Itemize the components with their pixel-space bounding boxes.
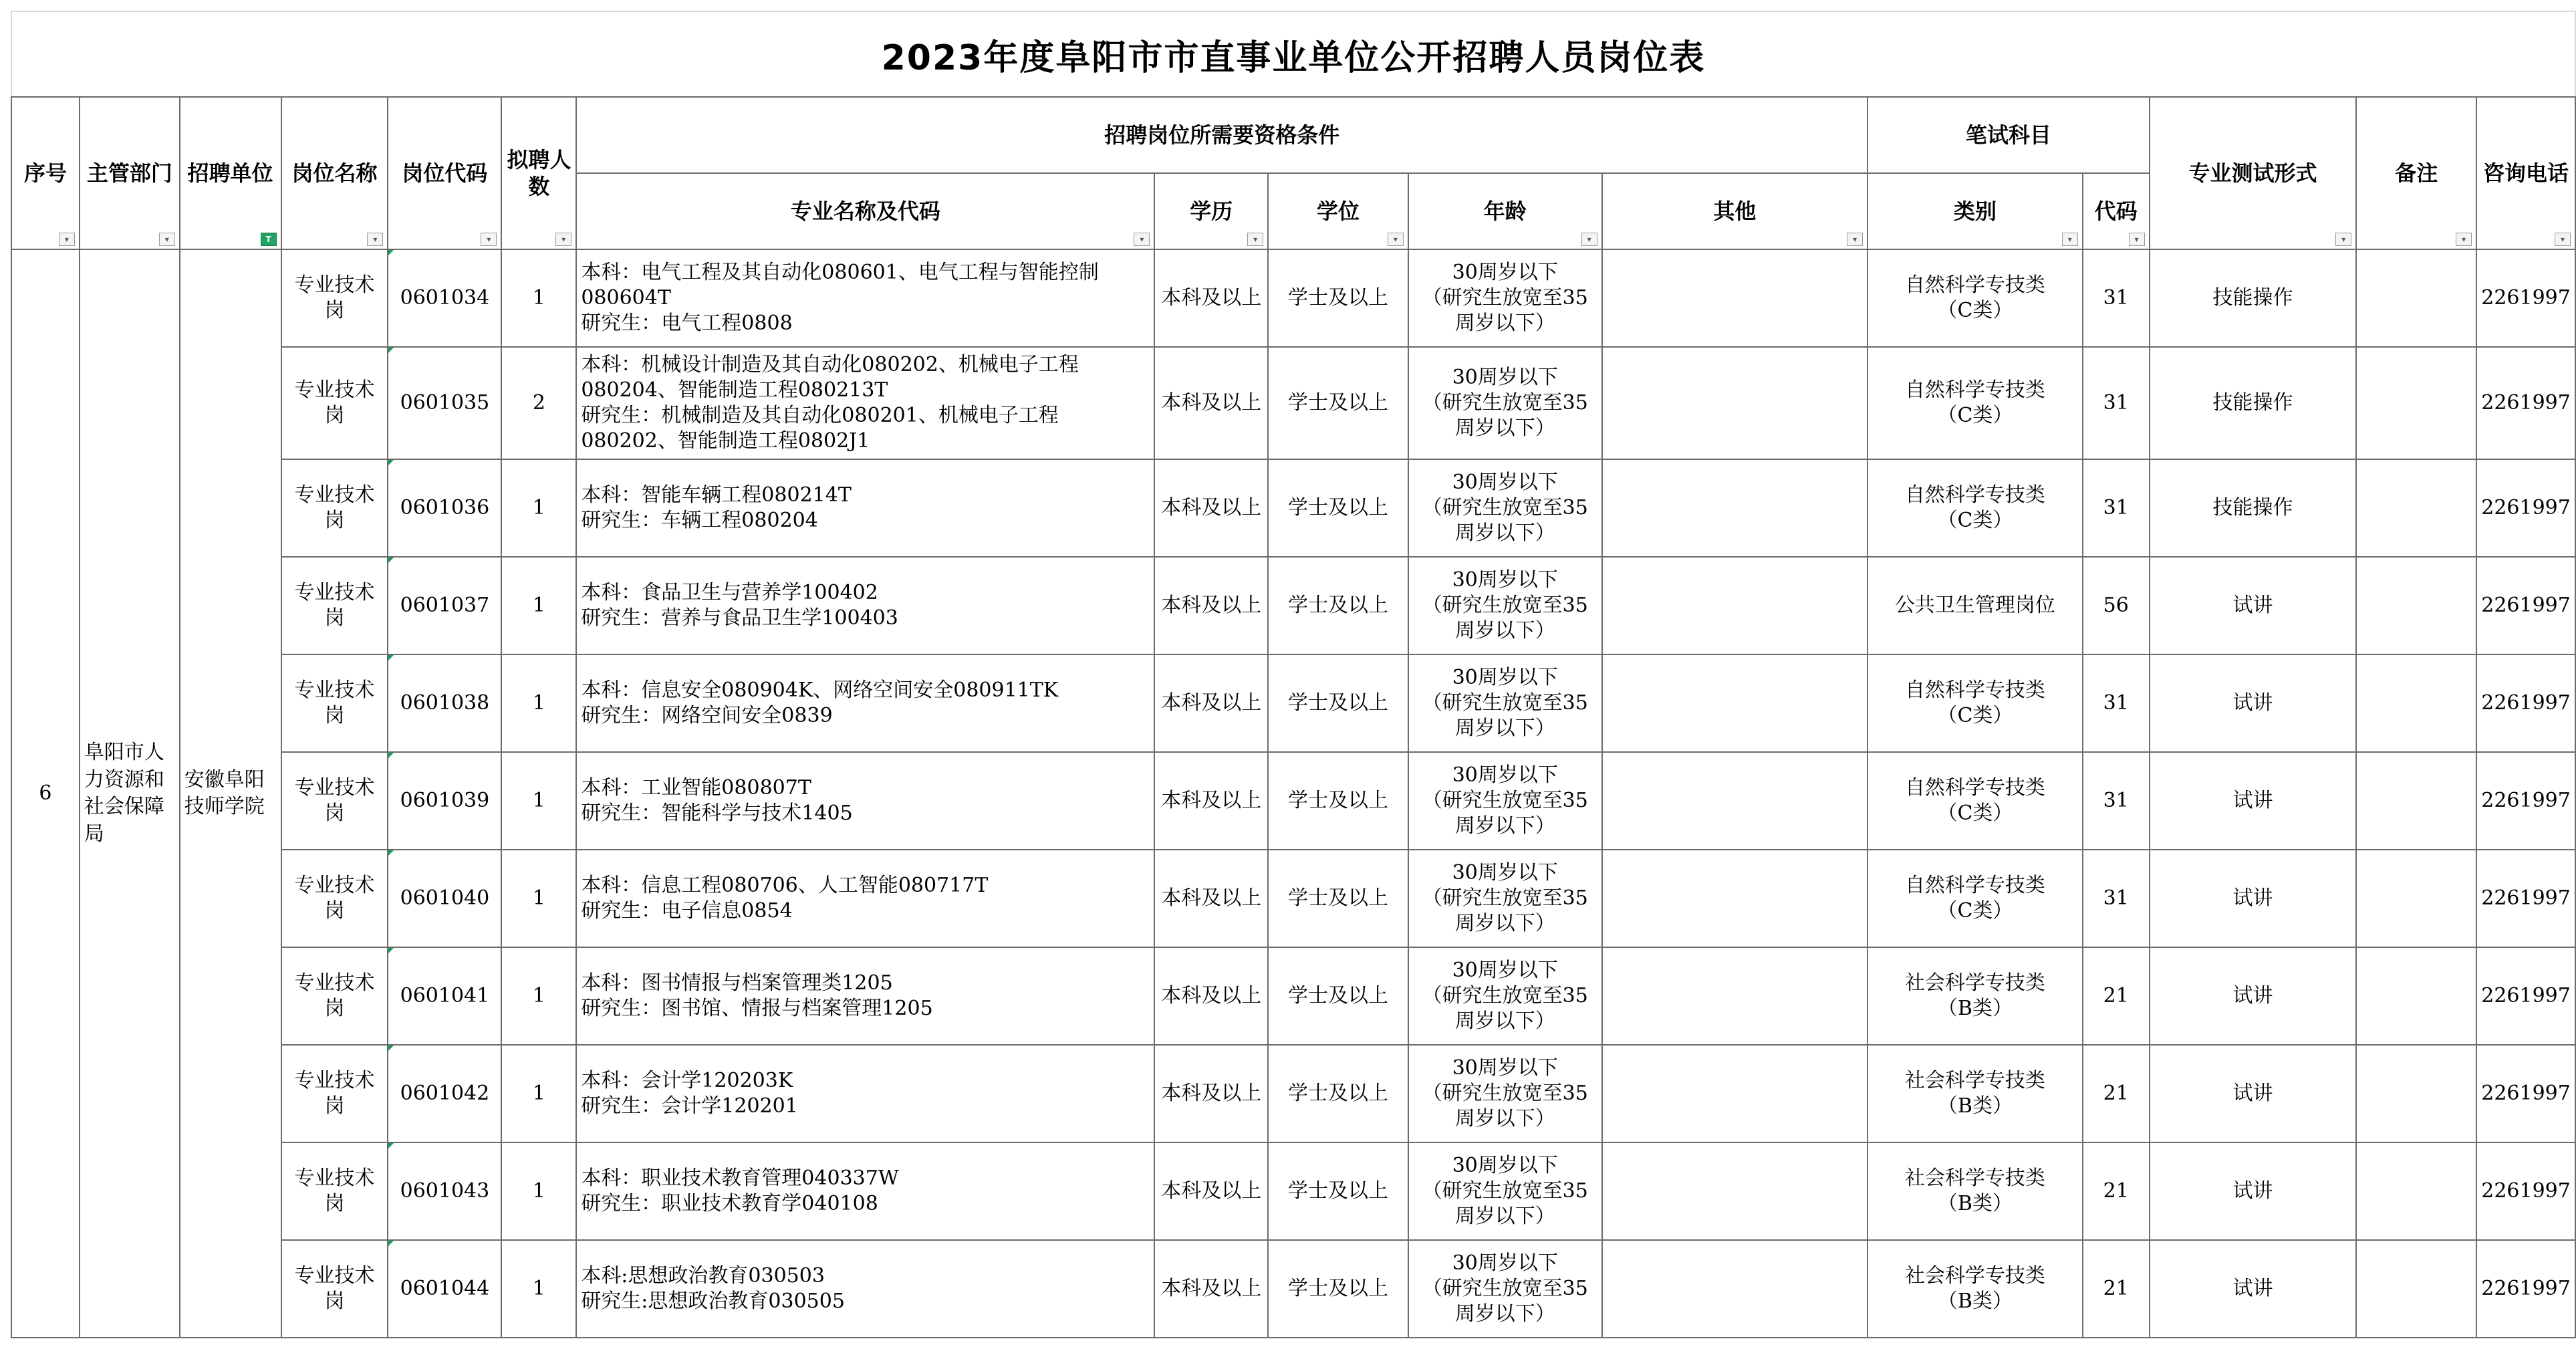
cell-age[interactable]: 30周岁以下 （研究生放宽至35周岁以下） <box>1408 947 1602 1045</box>
cell-phone[interactable]: 2261997 <box>2476 1142 2575 1240</box>
cell-age[interactable]: 30周岁以下 （研究生放宽至35周岁以下） <box>1408 249 1602 347</box>
cell-count[interactable]: 1 <box>501 1045 576 1142</box>
group-seq[interactable]: 6 <box>11 249 80 1338</box>
cell-exam-code[interactable]: 31 <box>2083 459 2150 557</box>
header-other[interactable] <box>1602 173 1868 249</box>
cell-code[interactable]: 0601043 <box>388 1142 501 1240</box>
cell-test[interactable]: 试讲 <box>2150 947 2357 1045</box>
cell-edu[interactable]: 本科及以上 <box>1154 249 1268 347</box>
filter-dropdown-icon[interactable]: ▾ <box>2335 233 2351 246</box>
cell-mark-icon <box>388 753 394 758</box>
cell-degree[interactable]: 学士及以上 <box>1268 347 1408 459</box>
header-qualifications: 招聘岗位所需要资格条件 <box>576 97 1867 173</box>
cell-degree[interactable]: 学士及以上 <box>1268 557 1408 654</box>
cell-code[interactable]: 0601038 <box>388 654 501 752</box>
cell-phone[interactable]: 2261997 <box>2476 1240 2575 1338</box>
cell-age[interactable]: 30周岁以下 （研究生放宽至35周岁以下） <box>1408 347 1602 459</box>
cell-code[interactable]: 0601034 <box>388 249 501 347</box>
header-label: 学历 <box>1190 199 1233 224</box>
cell-phone[interactable]: 2261997 <box>2476 947 2575 1045</box>
cell-edu[interactable]: 本科及以上 <box>1154 347 1268 459</box>
cell-mark-icon <box>388 250 394 255</box>
cell-exam-type[interactable]: 社会科学专技类 （B类） <box>1867 1240 2083 1338</box>
cell-exam-type[interactable]: 社会科学专技类 （B类） <box>1867 1142 2083 1240</box>
cell-exam-type[interactable]: 自然科学专技类 （C类） <box>1867 249 2083 347</box>
cell-test[interactable]: 试讲 <box>2150 557 2357 654</box>
table-row <box>11 1240 2575 1338</box>
header-age[interactable] <box>1408 173 1602 249</box>
header-label: 咨询电话 <box>2483 160 2569 186</box>
cell-age[interactable]: 30周岁以下 （研究生放宽至35周岁以下） <box>1408 850 1602 947</box>
cell-remark[interactable] <box>2356 654 2476 752</box>
table-row <box>11 752 2575 850</box>
cell-exam-type[interactable]: 公共卫生管理岗位 <box>1867 557 2083 654</box>
cell-count[interactable]: 1 <box>501 1142 576 1240</box>
cell-count[interactable]: 2 <box>501 347 576 459</box>
header-label: 招聘单位 <box>187 160 273 186</box>
cell-exam-type[interactable]: 自然科学专技类 （C类） <box>1867 850 2083 947</box>
header-label: 序号 <box>23 160 67 186</box>
cell-remark[interactable] <box>2356 752 2476 850</box>
filter-dropdown-icon[interactable]: ▾ <box>1247 233 1263 246</box>
cell-major[interactable]: 本科：图书情报与档案管理类1205 研究生：图书馆、情报与档案管理1205 <box>576 947 1154 1045</box>
cell-other[interactable] <box>1602 347 1868 459</box>
cell-exam-type[interactable]: 社会科学专技类 （B类） <box>1867 947 2083 1045</box>
cell-test[interactable]: 试讲 <box>2150 1142 2357 1240</box>
table-row <box>11 654 2575 752</box>
header-count[interactable] <box>501 97 576 249</box>
header-test[interactable] <box>2150 97 2357 249</box>
cell-edu[interactable]: 本科及以上 <box>1154 557 1268 654</box>
cell-code[interactable]: 0601036 <box>388 459 501 557</box>
cell-code[interactable]: 0601035 <box>388 347 501 459</box>
cell-test[interactable]: 试讲 <box>2150 1240 2357 1338</box>
cell-degree[interactable]: 学士及以上 <box>1268 459 1408 557</box>
cell-degree[interactable]: 学士及以上 <box>1268 850 1408 947</box>
table-title: 2023年度阜阳市市直事业单位公开招聘人员岗位表 <box>11 11 2575 97</box>
cell-post[interactable]: 专业技术岗 <box>281 947 388 1045</box>
cell-other[interactable] <box>1602 850 1868 947</box>
recruitment-table <box>11 11 2576 1338</box>
filter-dropdown-icon[interactable]: ▾ <box>1388 233 1404 246</box>
cell-code[interactable]: 0601040 <box>388 850 501 947</box>
cell-remark[interactable] <box>2356 249 2476 347</box>
header-remark[interactable] <box>2356 97 2476 249</box>
cell-phone[interactable]: 2261997 <box>2476 459 2575 557</box>
cell-test[interactable]: 技能操作 <box>2150 249 2357 347</box>
cell-remark[interactable] <box>2356 1045 2476 1142</box>
cell-other[interactable] <box>1602 459 1868 557</box>
cell-age[interactable]: 30周岁以下 （研究生放宽至35周岁以下） <box>1408 1240 1602 1338</box>
cell-test[interactable]: 试讲 <box>2150 752 2357 850</box>
cell-edu[interactable]: 本科及以上 <box>1154 947 1268 1045</box>
cell-degree[interactable]: 学士及以上 <box>1268 1142 1408 1240</box>
cell-remark[interactable] <box>2356 850 2476 947</box>
cell-post[interactable]: 专业技术岗 <box>281 1142 388 1240</box>
cell-mark-icon <box>388 850 394 856</box>
header-label: 岗位名称 <box>291 160 378 186</box>
cell-post[interactable]: 专业技术岗 <box>281 1240 388 1338</box>
cell-exam-type[interactable]: 自然科学专技类 （C类） <box>1867 347 2083 459</box>
cell-age[interactable]: 30周岁以下 （研究生放宽至35周岁以下） <box>1408 1045 1602 1142</box>
cell-other[interactable] <box>1602 249 1868 347</box>
cell-post[interactable]: 专业技术岗 <box>281 654 388 752</box>
table-body <box>11 249 2575 1338</box>
cell-age[interactable]: 30周岁以下 （研究生放宽至35周岁以下） <box>1408 752 1602 850</box>
filter-dropdown-icon[interactable]: ▾ <box>367 233 383 246</box>
header-label: 拟聘人数 <box>507 147 571 199</box>
cell-mark-icon <box>388 460 394 465</box>
header-label: 类别 <box>1953 199 1997 224</box>
header-exam: 笔试科目 <box>1867 97 2150 173</box>
table-row <box>11 347 2575 459</box>
header-label: 代码 <box>2094 199 2138 224</box>
cell-edu[interactable]: 本科及以上 <box>1154 850 1268 947</box>
cell-degree[interactable]: 学士及以上 <box>1268 1045 1408 1142</box>
cell-degree[interactable]: 学士及以上 <box>1268 249 1408 347</box>
cell-edu[interactable]: 本科及以上 <box>1154 752 1268 850</box>
table-row <box>11 249 2575 347</box>
group-unit[interactable]: 安徽阜阳技师学院 <box>180 249 281 1338</box>
cell-code[interactable]: 0601042 <box>388 1045 501 1142</box>
cell-mark-icon <box>388 1046 394 1051</box>
cell-exam-code[interactable]: 31 <box>2083 752 2150 850</box>
cell-phone[interactable]: 2261997 <box>2476 850 2575 947</box>
cell-remark[interactable] <box>2356 557 2476 654</box>
cell-test[interactable]: 技能操作 <box>2150 347 2357 459</box>
cell-other[interactable] <box>1602 752 1868 850</box>
cell-phone[interactable]: 2261997 <box>2476 557 2575 654</box>
cell-other[interactable] <box>1602 1045 1868 1142</box>
filter-dropdown-icon[interactable]: ▾ <box>555 233 571 246</box>
cell-remark[interactable] <box>2356 1142 2476 1240</box>
cell-phone[interactable]: 2261997 <box>2476 1045 2575 1142</box>
cell-other[interactable] <box>1602 557 1868 654</box>
cell-exam-type[interactable]: 自然科学专技类 （C类） <box>1867 752 2083 850</box>
table-row <box>11 947 2575 1045</box>
header-seq[interactable] <box>11 97 80 249</box>
cell-age[interactable]: 30周岁以下 （研究生放宽至35周岁以下） <box>1408 557 1602 654</box>
cell-remark[interactable] <box>2356 1240 2476 1338</box>
cell-post[interactable]: 专业技术岗 <box>281 249 388 347</box>
table-row <box>11 1045 2575 1142</box>
filter-dropdown-icon[interactable]: ▾ <box>1581 233 1597 246</box>
cell-edu[interactable]: 本科及以上 <box>1154 1142 1268 1240</box>
cell-count[interactable]: 1 <box>501 459 576 557</box>
cell-post[interactable]: 专业技术岗 <box>281 459 388 557</box>
cell-age[interactable]: 30周岁以下 （研究生放宽至35周岁以下） <box>1408 1142 1602 1240</box>
cell-code[interactable]: 0601044 <box>388 1240 501 1338</box>
header-label: 学位 <box>1317 199 1360 224</box>
cell-exam-code[interactable]: 31 <box>2083 347 2150 459</box>
header-label: 其他 <box>1713 199 1757 224</box>
cell-remark[interactable] <box>2356 459 2476 557</box>
cell-other[interactable] <box>1602 1240 1868 1338</box>
cell-edu[interactable]: 本科及以上 <box>1154 459 1268 557</box>
cell-edu[interactable]: 本科及以上 <box>1154 654 1268 752</box>
cell-degree[interactable]: 学士及以上 <box>1268 947 1408 1045</box>
cell-code[interactable]: 0601039 <box>388 752 501 850</box>
header-exam-type[interactable] <box>1867 173 2083 249</box>
cell-exam-type[interactable]: 社会科学专技类 （B类） <box>1867 1045 2083 1142</box>
cell-count[interactable]: 1 <box>501 557 576 654</box>
cell-test[interactable]: 试讲 <box>2150 654 2357 752</box>
cell-mark-icon <box>388 348 394 353</box>
cell-phone[interactable]: 2261997 <box>2476 654 2575 752</box>
header-exam-code[interactable] <box>2083 173 2150 249</box>
header-degree[interactable] <box>1268 173 1408 249</box>
cell-phone[interactable]: 2261997 <box>2476 249 2575 347</box>
cell-post[interactable]: 专业技术岗 <box>281 557 388 654</box>
cell-mark-icon <box>388 558 394 563</box>
cell-age[interactable]: 30周岁以下 （研究生放宽至35周岁以下） <box>1408 459 1602 557</box>
header-label: 备注 <box>2395 160 2438 186</box>
cell-post[interactable]: 专业技术岗 <box>281 850 388 947</box>
cell-remark[interactable] <box>2356 347 2476 459</box>
cell-exam-code[interactable]: 21 <box>2083 1240 2150 1338</box>
cell-exam-code[interactable]: 31 <box>2083 654 2150 752</box>
filter-dropdown-icon[interactable]: ▾ <box>2456 233 2472 246</box>
header-post[interactable] <box>281 97 388 249</box>
cell-degree[interactable]: 学士及以上 <box>1268 654 1408 752</box>
header-unit[interactable] <box>180 97 281 249</box>
cell-count[interactable]: 1 <box>501 850 576 947</box>
cell-test[interactable]: 技能操作 <box>2150 459 2357 557</box>
cell-phone[interactable]: 2261997 <box>2476 752 2575 850</box>
cell-degree[interactable]: 学士及以上 <box>1268 752 1408 850</box>
filter-dropdown-icon[interactable]: ▾ <box>2555 233 2571 246</box>
header-dept[interactable] <box>80 97 180 249</box>
cell-code[interactable]: 0601041 <box>388 947 501 1045</box>
cell-mark-icon <box>388 1143 394 1148</box>
filter-dropdown-icon[interactable]: ▾ <box>2062 233 2078 246</box>
header-code[interactable] <box>388 97 501 249</box>
cell-major[interactable]: 本科：会计学120203K 研究生：会计学120201 <box>576 1045 1154 1142</box>
cell-mark-icon <box>388 655 394 660</box>
cell-exam-code[interactable]: 31 <box>2083 249 2150 347</box>
table-row <box>11 850 2575 947</box>
cell-code[interactable]: 0601037 <box>388 557 501 654</box>
cell-count[interactable]: 1 <box>501 654 576 752</box>
filter-dropdown-icon[interactable]: ▾ <box>159 233 175 246</box>
cell-mark-icon <box>388 1241 394 1246</box>
cell-other[interactable] <box>1602 1142 1868 1240</box>
cell-post[interactable]: 专业技术岗 <box>281 752 388 850</box>
cell-exam-code[interactable]: 21 <box>2083 947 2150 1045</box>
cell-exam-type[interactable]: 自然科学专技类 （C类） <box>1867 459 2083 557</box>
cell-count[interactable]: 1 <box>501 947 576 1045</box>
table-row <box>11 1142 2575 1240</box>
cell-exam-code[interactable]: 31 <box>2083 850 2150 947</box>
cell-mark-icon <box>388 948 394 953</box>
group-dept[interactable]: 阜阳市人力资源和社会保障局 <box>80 249 180 1338</box>
active-filter-icon[interactable]: T <box>261 233 277 246</box>
cell-other[interactable] <box>1602 947 1868 1045</box>
cell-major[interactable]: 本科:思想政治教育030503 研究生:思想政治教育030505 <box>576 1240 1154 1338</box>
cell-other[interactable] <box>1602 654 1868 752</box>
filter-dropdown-icon[interactable]: ▾ <box>1847 233 1863 246</box>
cell-count[interactable]: 1 <box>501 249 576 347</box>
header-label: 专业名称及代码 <box>790 199 940 224</box>
cell-age[interactable]: 30周岁以下 （研究生放宽至35周岁以下） <box>1408 654 1602 752</box>
cell-post[interactable]: 专业技术岗 <box>281 347 388 459</box>
cell-exam-code[interactable]: 21 <box>2083 1045 2150 1142</box>
header-edu[interactable] <box>1154 173 1268 249</box>
cell-major[interactable]: 本科：信息安全080904K、网络空间安全080911TK 研究生：网络空间安全0839 <box>576 654 1154 752</box>
cell-major[interactable]: 本科：电气工程及其自动化080601、电气工程与智能控制080604T 研究生：电气工程0808 <box>576 249 1154 347</box>
cell-exam-type[interactable]: 自然科学专技类 （C类） <box>1867 654 2083 752</box>
cell-test[interactable]: 试讲 <box>2150 850 2357 947</box>
cell-major[interactable]: 本科：机械设计制造及其自动化080202、机械电子工程080204、智能制造工程080213T 研究生：机械制造及其自动化080201、机械电子工程080202、智能制造工程0802J1 <box>576 347 1154 459</box>
cell-edu[interactable]: 本科及以上 <box>1154 1240 1268 1338</box>
cell-major[interactable]: 本科：职业技术教育管理040337W 研究生：职业技术教育学040108 <box>576 1142 1154 1240</box>
cell-edu[interactable]: 本科及以上 <box>1154 1045 1268 1142</box>
header-label: 专业测试形式 <box>2188 160 2317 186</box>
cell-phone[interactable]: 2261997 <box>2476 347 2575 459</box>
cell-post[interactable]: 专业技术岗 <box>281 1045 388 1142</box>
filter-dropdown-icon[interactable]: ▾ <box>2129 233 2145 246</box>
cell-count[interactable]: 1 <box>501 752 576 850</box>
header-phone[interactable] <box>2476 97 2575 249</box>
filter-dropdown-icon[interactable]: ▾ <box>1134 233 1150 246</box>
table-row <box>11 557 2575 654</box>
cell-major[interactable]: 本科：信息工程080706、人工智能080717T 研究生：电子信息0854 <box>576 850 1154 947</box>
cell-exam-code[interactable]: 21 <box>2083 1142 2150 1240</box>
cell-remark[interactable] <box>2356 947 2476 1045</box>
header-label: 岗位代码 <box>402 160 488 186</box>
filter-dropdown-icon[interactable]: ▾ <box>481 233 497 246</box>
cell-major[interactable]: 本科：智能车辆工程080214T 研究生：车辆工程080204 <box>576 459 1154 557</box>
cell-degree[interactable]: 学士及以上 <box>1268 1240 1408 1338</box>
cell-count[interactable]: 1 <box>501 1240 576 1338</box>
table-row <box>11 459 2575 557</box>
cell-major[interactable]: 本科：工业智能080807T 研究生：智能科学与技术1405 <box>576 752 1154 850</box>
cell-exam-code[interactable]: 56 <box>2083 557 2150 654</box>
header-major[interactable] <box>576 173 1154 249</box>
cell-test[interactable]: 试讲 <box>2150 1045 2357 1142</box>
header-label: 年龄 <box>1483 199 1527 224</box>
filter-dropdown-icon[interactable]: ▾ <box>59 233 75 246</box>
cell-major[interactable]: 本科：食品卫生与营养学100402 研究生：营养与食品卫生学100403 <box>576 557 1154 654</box>
header-label: 主管部门 <box>86 160 172 186</box>
